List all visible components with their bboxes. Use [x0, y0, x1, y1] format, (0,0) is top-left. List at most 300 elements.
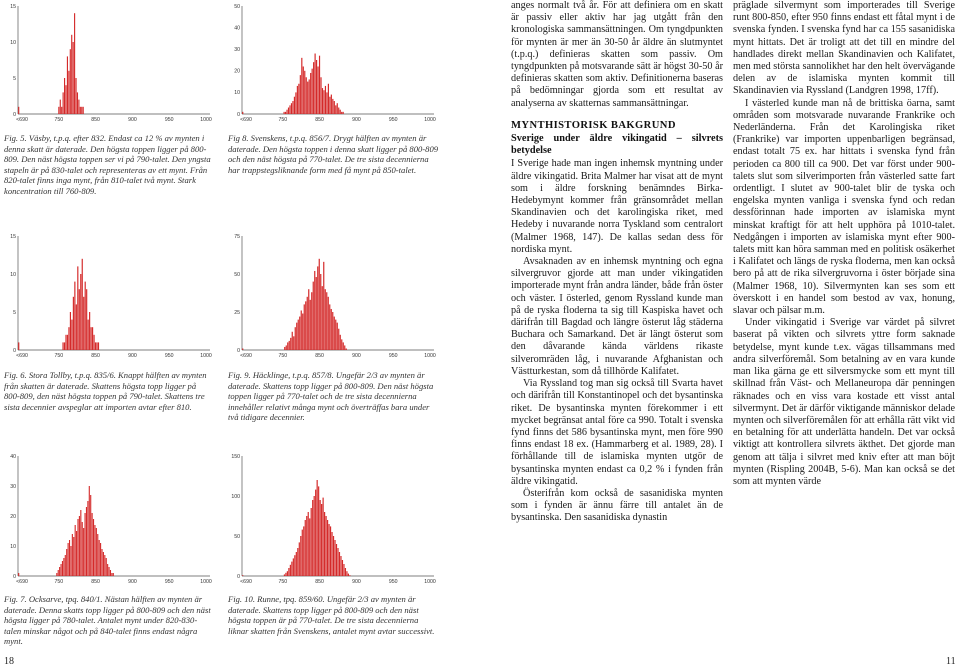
- histogram-bar: [79, 516, 80, 576]
- histogram-bar: [81, 107, 82, 114]
- histogram-bar: [312, 69, 313, 114]
- histogram-bar: [75, 78, 76, 114]
- histogram-bar: [313, 62, 314, 114]
- paragraph: I västerled kunde man nå de brittiska öarna, samt områden som motsvarade nuvarande Frankrike och Nederländerna. Från det Karolingiska riket (Frankrike) var importen uppenbarligen begränsad, endast totalt 75 ex. har hittats i svenska fynd från perioden ca 800 till ca 900. Det var först under 900-talets slut som silverimporten från västerled satte fart ordentligt. I slutet av 900-talet blir de tyska och engelska mynten vanliga i svenska fynd och redan dessförinnan hade importen av islamiska mynt minskat kraftigt för att helt upphöra på 1010-talet. Nedgången i importen av islamiska mynt efter 900-talets mitt kan höra samman med en politisk osäkerhet i Kalifatet och längs de ryska floderna, men kan också bero på att de rika silvergruvorna i öster började sina (Malmer 1968, 10). Silvermynten kan ses som ett överskott i en handel som bestod av vax, honung, slavar och pälsar m.m.: [733, 97, 955, 317]
- histogram-bar: [304, 71, 305, 114]
- y-tick-label: 0: [237, 347, 240, 354]
- histogram-bar: [61, 107, 62, 114]
- histogram-bar: [333, 536, 334, 576]
- histogram-bar: [323, 262, 324, 350]
- x-tick-label: 950: [164, 579, 174, 585]
- histogram-bar: [301, 310, 302, 350]
- y-tick-label: 40: [10, 453, 16, 460]
- histogram-bar: [340, 110, 341, 114]
- y-tick-label: 50: [234, 533, 240, 540]
- y-tick-label: 20: [10, 513, 16, 520]
- histogram-bar: [74, 13, 75, 114]
- x-tick-label: 750: [54, 579, 64, 585]
- histogram-bar: [62, 342, 63, 350]
- histogram-bar: [289, 341, 290, 350]
- histogram-bar: [325, 516, 326, 576]
- chart-fig6: [4, 232, 220, 364]
- histogram-bar: [343, 342, 344, 350]
- chart-fig10: [228, 452, 444, 590]
- histogram-bar: [338, 108, 339, 114]
- histogram-bar: [326, 92, 327, 114]
- histogram-bar: [292, 332, 293, 350]
- y-tick-label: 25: [234, 309, 240, 316]
- histogram-bar: [85, 282, 86, 350]
- histogram-bar: [89, 486, 90, 576]
- histogram-bar: [306, 516, 307, 576]
- paragraph: Österifrån kom också de sasanidiska mynten som i fynden är ännu färre till antalet än de bysantinska. Den sasanidiska dynastin: [511, 487, 723, 524]
- x-tick-label: 750: [278, 579, 288, 585]
- x-tick-label: <690: [16, 579, 28, 585]
- histogram-bar: [296, 552, 297, 576]
- histogram-bar: [67, 335, 68, 350]
- histogram-bar: [89, 312, 90, 350]
- x-tick-label: <690: [240, 353, 252, 359]
- histogram-bar: [295, 327, 296, 350]
- histogram-bar: [307, 82, 308, 114]
- x-tick-label: 900: [128, 579, 137, 585]
- histogram-bar: [305, 520, 306, 576]
- histogram-bar: [76, 304, 77, 350]
- histogram-bar: [331, 532, 332, 576]
- x-tick-label: 850: [315, 117, 324, 123]
- histogram-bar: [286, 345, 287, 350]
- histogram-bar: [334, 540, 335, 576]
- histogram-bar: [326, 292, 327, 350]
- histogram-bar: [316, 60, 317, 114]
- histogram-bar: [341, 112, 342, 114]
- x-tick-label: 1000: [200, 353, 212, 359]
- page-number-right: 11: [946, 656, 956, 667]
- histogram-bar: [345, 568, 346, 576]
- histogram-bar: [284, 112, 285, 114]
- histogram-bar: [325, 86, 326, 114]
- histogram-bar: [113, 573, 114, 576]
- y-tick-label: 40: [234, 25, 240, 32]
- histogram-bar: [18, 573, 19, 576]
- histogram-bar: [320, 274, 321, 350]
- histogram-bar: [313, 282, 314, 350]
- x-tick-label: 750: [54, 353, 64, 359]
- histogram-bar: [324, 512, 325, 576]
- x-tick-label: 750: [278, 117, 288, 123]
- section-heading: MYNTHISTORISK BAKGRUND: [511, 119, 676, 131]
- histogram-bar: [73, 297, 74, 350]
- histogram-bar: [315, 54, 316, 114]
- histogram-bar: [93, 519, 94, 576]
- x-tick-label: 850: [315, 353, 324, 359]
- histogram-bar: [68, 543, 69, 576]
- paragraph: präglade silvermynt som importerades till Sverige runt 800-850, efter 950 finns endast ett fåtal mynt i de svenska fynden. I svenska fynd har ca 155 sasanidiska mynt hittats. Det är troligt att det till en mindre del handlades direkt mellan Skandinavien och Kalifatet, men med största sannolikhet har den helt övervägande delen av de islamiska mynten kommit till Skandinavien via Ryssland (Landgren 1998, 17ff).: [733, 0, 955, 97]
- histogram-bar: [287, 571, 288, 576]
- histogram-bar: [68, 71, 69, 114]
- y-tick-label: 15: [10, 233, 16, 240]
- histogram-bar: [70, 546, 71, 576]
- histogram-bar: [88, 320, 89, 350]
- y-tick-label: 0: [13, 111, 16, 118]
- histogram-bar: [62, 561, 63, 576]
- histogram-bar: [328, 84, 329, 114]
- histogram-bar: [314, 496, 315, 576]
- histogram-bar: [111, 573, 112, 576]
- histogram-bar: [63, 558, 64, 576]
- histogram-bar: [70, 312, 71, 350]
- x-tick-label: 1000: [200, 579, 212, 585]
- histogram-bar: [349, 575, 350, 576]
- histogram-bar: [72, 534, 73, 576]
- histogram-bar: [242, 575, 243, 576]
- histogram-bar: [311, 508, 312, 576]
- histogram-bar: [319, 259, 320, 350]
- histogram-bar: [75, 525, 76, 576]
- histogram-bar: [308, 512, 309, 576]
- histogram-bar: [92, 327, 93, 350]
- histogram-bar: [284, 574, 285, 576]
- x-tick-label: 1000: [424, 117, 436, 123]
- histogram-bar: [343, 112, 344, 114]
- x-tick-label: 750: [278, 353, 288, 359]
- x-tick-label: <690: [16, 353, 28, 359]
- histogram-bar: [96, 528, 97, 576]
- histogram-bar: [68, 327, 69, 350]
- caption-fig7: Fig. 7. Ocksarve, tpq. 840/1. Nästan hälften av mynten är daterade. Denna skatts topp ligger på 800-809 och den näst högsta ligger på 780-talet. Antalet mynt under 820-830-talen minskar något och på 840-talet finns endast några mynt.: [4, 594, 211, 647]
- histogram-bar: [103, 552, 104, 576]
- histogram-bar: [293, 336, 294, 350]
- histogram-bar: [335, 105, 336, 114]
- histogram-bar: [67, 56, 68, 114]
- histogram-bar: [78, 100, 79, 114]
- y-tick-label: 0: [237, 111, 240, 118]
- histogram-bar: [331, 309, 332, 350]
- histogram-bar: [310, 300, 311, 350]
- histogram-bar: [110, 570, 111, 576]
- histogram-bar: [297, 86, 298, 114]
- histogram-bar: [60, 100, 61, 114]
- x-tick-label: 850: [315, 579, 324, 585]
- histogram-bar: [63, 92, 64, 114]
- histogram-bar: [18, 107, 19, 114]
- histogram-bar: [328, 524, 329, 576]
- chart-fig5: [4, 2, 220, 128]
- histogram-bar: [61, 564, 62, 576]
- histogram-bar: [334, 317, 335, 350]
- histogram-bar: [242, 348, 243, 350]
- histogram-bar: [337, 323, 338, 350]
- histogram-bar: [302, 530, 303, 576]
- x-tick-label: 950: [388, 117, 398, 123]
- histogram-bar: [315, 490, 316, 576]
- histogram-bar: [288, 108, 289, 114]
- histogram-bar: [82, 259, 83, 350]
- histogram-bar: [287, 342, 288, 350]
- histogram-bar: [332, 99, 333, 114]
- histogram-bar: [58, 570, 59, 576]
- histogram-bar: [64, 78, 65, 114]
- histogram-bar: [242, 112, 243, 114]
- histogram-bar: [289, 105, 290, 114]
- histogram-bar: [329, 97, 330, 114]
- histogram-bar: [299, 542, 300, 576]
- histogram-bar: [320, 500, 321, 576]
- histogram-bar: [69, 540, 70, 576]
- histogram-bar: [308, 289, 309, 350]
- histogram-bar: [107, 564, 108, 576]
- y-tick-label: 0: [13, 347, 16, 354]
- histogram-bar: [87, 501, 88, 576]
- histogram-bar: [346, 571, 347, 576]
- y-tick-label: 30: [234, 47, 240, 53]
- histogram-bar: [83, 297, 84, 350]
- histogram-bar: [106, 558, 107, 576]
- histogram-bar: [80, 510, 81, 576]
- y-tick-label: 5: [13, 309, 16, 316]
- paragraph: I Sverige hade man ingen inhemsk myntning under äldre vikingatid. Brita Malmer har visat att de mynt som i äldre forskning benämndes Birka-Hedebymynt kommer från gränsområdet mellan Skandinavien och det karolingiska riket, med Hedeby i nuvarande norra Tyskland som centralort (Malmer 1968, 147). De kallas sedan dess för nordiska mynt.: [511, 158, 723, 255]
- histogram-bar: [310, 73, 311, 114]
- histogram-bar: [292, 101, 293, 114]
- chart-fig7: [4, 452, 220, 590]
- histogram-bar: [109, 567, 110, 576]
- histogram-bar: [302, 314, 303, 350]
- x-tick-label: 950: [164, 117, 174, 123]
- histogram-bar: [300, 75, 301, 114]
- histogram-bar: [307, 297, 308, 350]
- histogram-bar: [337, 103, 338, 114]
- y-tick-label: 10: [10, 271, 16, 278]
- histogram-bar: [305, 301, 306, 350]
- histogram-bar: [77, 519, 78, 576]
- y-tick-label: 15: [10, 3, 16, 10]
- histogram-bar: [73, 42, 74, 114]
- histogram-bar: [98, 342, 99, 350]
- histogram-bar: [56, 573, 57, 576]
- x-tick-label: 850: [91, 353, 100, 359]
- histogram-bar: [65, 85, 66, 114]
- histogram-bar: [301, 58, 302, 114]
- histogram-bar: [322, 88, 323, 114]
- histogram-bar: [291, 562, 292, 576]
- histogram-bar: [323, 498, 324, 576]
- histogram-bar: [90, 495, 91, 576]
- histogram-bar: [99, 540, 100, 576]
- histogram-bar: [311, 292, 312, 350]
- histogram-bar: [92, 513, 93, 576]
- histogram-bar: [321, 504, 322, 576]
- histogram-bar: [83, 107, 84, 114]
- histogram-bar: [71, 35, 72, 114]
- paragraph: anges normalt två år. För att definiera om en skatt är passiv eller aktiv har jag utgått från den kronologiska sammansättningen. Om tyngdpunkten för mynten är mer än 30-50 år äldre än slutmyntet (t.p.q.) definieras skatten som passiv. Om tyngdpunkten på motsvarande sätt är högst 30-50 år definieras skatten som aktiv. Definitionerna baseras på bedömningar gjorda som ett resultat av analyserna av skatternas sammansättningar.: [511, 0, 723, 109]
- y-tick-label: 50: [234, 271, 240, 278]
- y-tick-label: 30: [10, 483, 16, 490]
- histogram-bar: [80, 107, 81, 114]
- y-tick-label: 0: [237, 573, 240, 580]
- histogram-bar: [338, 329, 339, 350]
- y-tick-label: 0: [13, 573, 16, 580]
- histogram-bar: [83, 528, 84, 576]
- caption-fig6: Fig. 6. Stora Tollby, t.p.q. 835/6. Knappt hälften av mynten från skatten är daterade. Skattens högsta topp ligger på 800-809, den näst högsta toppen på 790-talet. Skattens tre sista decennier avspeglar att importen avtar efter 810.: [4, 370, 207, 412]
- histogram-bar: [303, 526, 304, 576]
- histogram-bar: [100, 543, 101, 576]
- histogram-bar: [300, 536, 301, 576]
- x-tick-label: 900: [128, 117, 137, 123]
- histogram-bar: [96, 342, 97, 350]
- y-tick-label: 20: [234, 68, 240, 75]
- histogram-bar: [320, 77, 321, 114]
- x-tick-label: 1000: [424, 353, 436, 359]
- histogram-bar: [80, 274, 81, 350]
- histogram-bar: [70, 49, 71, 114]
- x-tick-label: <690: [240, 579, 252, 585]
- histogram-bar: [66, 549, 67, 576]
- x-tick-label: 950: [164, 353, 174, 359]
- histogram-bar: [339, 552, 340, 576]
- y-tick-label: 10: [10, 543, 16, 550]
- histogram-bar: [325, 289, 326, 350]
- histogram-bar: [285, 573, 286, 576]
- histogram-bar: [322, 286, 323, 350]
- x-tick-label: <690: [240, 117, 252, 123]
- x-tick-label: 850: [91, 579, 100, 585]
- y-tick-label: 75: [234, 233, 240, 240]
- histogram-bar: [95, 342, 96, 350]
- histogram-bar: [296, 323, 297, 350]
- y-tick-label: 50: [234, 3, 240, 10]
- histogram-bar: [316, 277, 317, 350]
- histogram-bar: [319, 56, 320, 114]
- histogram-bar: [64, 342, 65, 350]
- histogram-bar: [335, 320, 336, 350]
- x-tick-label: 900: [352, 353, 361, 359]
- histogram-bar: [330, 526, 331, 576]
- histogram-bar: [77, 266, 78, 350]
- caption-fig5: Fig. 5. Väsby, t.p.q. efter 832. Endast ca 12 % av mynten i denna skatt är daterade. Den högsta toppen ligger på 800-809. Den näst högsta toppen ser vi på 790-talet. Den yngsta stapeln är på 830-talet och representeras av ett mynt. Från 820-talet finns inga mynt, från 810-talet två mynt. Stark koncentration till 760-809.: [4, 133, 211, 196]
- histogram-bar: [76, 531, 77, 576]
- histogram-bar: [318, 486, 319, 576]
- histogram-bar: [79, 289, 80, 350]
- histogram-bar: [336, 544, 337, 576]
- histogram-bar: [65, 335, 66, 350]
- histogram-bar: [346, 348, 347, 350]
- x-tick-label: 1000: [424, 579, 436, 585]
- histogram-bar: [340, 335, 341, 350]
- histogram-bar: [348, 574, 349, 576]
- histogram-bar: [294, 97, 295, 114]
- x-tick-label: 1000: [200, 117, 212, 123]
- y-tick-label: 10: [10, 39, 16, 46]
- text-column-1: [511, 0, 723, 525]
- histogram-bar: [18, 342, 19, 350]
- histogram-bar: [284, 347, 285, 350]
- histogram-bar: [314, 271, 315, 350]
- histogram-bar: [58, 107, 59, 114]
- histogram-bar: [309, 518, 310, 576]
- y-tick-label: 10: [234, 90, 240, 97]
- histogram-bar: [286, 110, 287, 114]
- histogram-bar: [82, 522, 83, 576]
- histogram-bar: [73, 537, 74, 576]
- histogram-bar: [74, 282, 75, 350]
- histogram-bar: [93, 335, 94, 350]
- y-tick-label: 100: [231, 493, 240, 500]
- caption-fig8: Fig 8. Svenskens, t.p.q. 856/7. Drygt hälften av mynten är daterade. Den högsta toppen i denna skatt ligger på 800-809 och den näst högsta på 770-talet. De tre sista decennierna har trappstegsliknande form med få mynt på 850-talet.: [228, 133, 439, 175]
- x-tick-label: 750: [54, 117, 64, 123]
- x-tick-label: 900: [352, 579, 361, 585]
- histogram-bar: [329, 304, 330, 350]
- histogram-bar: [77, 92, 78, 114]
- histogram-bar: [86, 289, 87, 350]
- histogram-bar: [293, 558, 294, 576]
- histogram-bar: [297, 548, 298, 576]
- caption-fig9: Fig. 9. Häcklinge, t.p.q. 857/8. Ungefär 2/3 av mynten är daterade. Skattens topp ligger på 800-809. Den näst högsta toppen ligger på 770-talet och de tre sista decennierna innehåller relativt många mynt och överträffas bara under två tidigare decennier.: [228, 370, 434, 423]
- chart-fig8: [228, 2, 444, 128]
- histogram-bar: [94, 525, 95, 576]
- x-tick-label: 900: [128, 353, 137, 359]
- histogram-bar: [312, 500, 313, 576]
- histogram-bar: [331, 95, 332, 114]
- histogram-bar: [298, 84, 299, 114]
- histogram-bar: [104, 555, 105, 576]
- histogram-bar: [91, 327, 92, 350]
- histogram-bar: [299, 317, 300, 350]
- histogram-bar: [332, 312, 333, 350]
- x-tick-label: 950: [388, 353, 398, 359]
- histogram-bar: [97, 534, 98, 576]
- histogram-bar: [101, 549, 102, 576]
- histogram-bar: [334, 101, 335, 114]
- histogram-bar: [317, 266, 318, 350]
- histogram-bar: [340, 556, 341, 576]
- paragraph: Under vikingatid i Sverige var värdet på silvret baserat på vikten och silvrets yttre form saknade betydelse, mynt kunde t.ex. vägas tillsammans med andra silverföremål. Som betalning av en vara kunde man lika gärna ge ett silversmycke som ett mynt till skillnad från Väst- och Mellaneuropa där penningen räknades och en viss vara kostade ett visst antal silvermynt. Det är därför viktigande människor delade mynten och silverföremålen för att erhålla rätt vikt vid en betalning för att underlätta handeln. Det var också viktigt att kontrollera silvrets äkthet. Det gjorde man genom att tälja i silvret med kniv efter att man böjt mynten (Rispling 2004B, 5-6). Man kan också se det som att mynten värde: [733, 317, 955, 487]
- histogram-bar: [285, 112, 286, 114]
- y-tick-label: 150: [231, 453, 240, 460]
- x-tick-label: 850: [91, 117, 100, 123]
- chart-fig9: [228, 232, 444, 364]
- histogram-bar: [343, 564, 344, 576]
- histogram-bar: [342, 560, 343, 576]
- x-tick-label: 900: [352, 117, 361, 123]
- histogram-bar: [295, 92, 296, 114]
- page-number-left: 18: [4, 656, 14, 667]
- histogram-bar: [317, 66, 318, 114]
- histogram-bar: [71, 320, 72, 350]
- histogram-bar: [85, 513, 86, 576]
- histogram-bar: [303, 66, 304, 114]
- paragraph: Avsaknaden av en inhemsk myntning och egna silvergruvor gjorde att man under vikingatiden importerade mynt från andra länder, både från öster och väster. I österled, genom Ryssland kunde man på de ryska floderna ta sig till Kaspiska havet och därifrån till Bagdad och längre österut låg städerna Buchara och Samarkand. Det är längt österut som den dåvarande kända världens rikaste silveromräden låg, i nuvarande Afghanistan och Västturkestan, som då tillhörde Kalifatet.: [511, 256, 723, 377]
- histogram-bar: [317, 480, 318, 576]
- paragraph: Via Ryssland tog man sig också till Svarta havet och därifrån till Konstantinopel och det bysantinska riket. De bysantinska mynten förekommer i ett mycket begränsat antal före ca 990. Totalt i svenska fynd finns det 586 bysantinska mynt, men före 990 finns endast 18 ex. (Hammarberg et al. 1989, 28). I förhållande till de islamiska mynten utgör de bysantinska mynten endast ca 0,2 % i fynden från äldre vikingatid.: [511, 378, 723, 487]
- histogram-bar: [294, 555, 295, 576]
- caption-fig10: Fig. 10. Runne, tpq. 859/60. Ungefär 2/3 av mynten är daterade. Skattens topp ligger på 800-809 och den näst högsta toppen är på 770-talet. De tre sista decennierna liknar skatten från Svenskens, antalet mynt avtar successivt.: [228, 594, 435, 636]
- x-tick-label: <690: [16, 117, 28, 123]
- y-tick-label: 5: [13, 75, 16, 82]
- histogram-bar: [290, 338, 291, 350]
- histogram-bar: [323, 90, 324, 114]
- histogram-bar: [306, 77, 307, 114]
- sub-heading: Sverige under äldre vikingatid – silvrets betydelse: [511, 133, 723, 157]
- histogram-bar: [65, 555, 66, 576]
- text-column-2: [733, 0, 955, 488]
- histogram-bar: [341, 339, 342, 350]
- histogram-bar: [298, 320, 299, 350]
- histogram-bar: [288, 568, 289, 576]
- histogram-bar: [328, 297, 329, 350]
- histogram-bar: [290, 565, 291, 576]
- histogram-bar: [309, 79, 310, 114]
- histogram-bar: [337, 548, 338, 576]
